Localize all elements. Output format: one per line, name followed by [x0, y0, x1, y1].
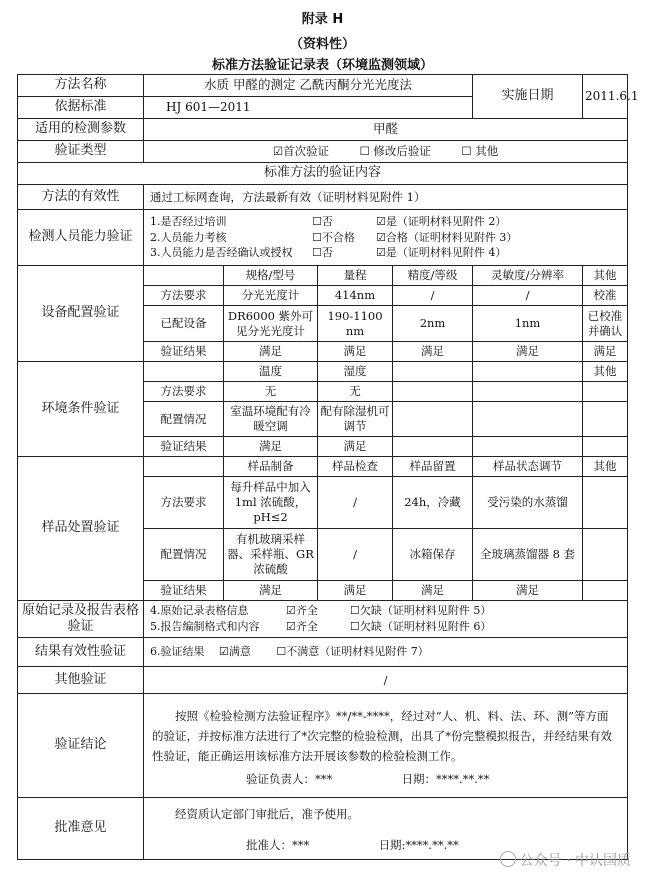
environment-header: 湿度	[318, 362, 393, 382]
records-items	[144, 601, 628, 638]
sample-cell: 每升样品中加入1ml 浓硫酸，pH≤2	[224, 477, 318, 529]
personnel-label: 检测人员能力验证	[18, 210, 144, 266]
equipment-cell: 2nm	[393, 306, 473, 342]
environment-header	[473, 362, 583, 382]
equipment-cell: DR6000 紫外可见分光光度计	[224, 306, 318, 342]
approval-signature	[144, 826, 627, 853]
sample-label: 样品处置验证	[18, 457, 144, 601]
impl-date-label: 实施日期	[473, 75, 583, 119]
environment-cell	[393, 402, 473, 437]
equipment-header: 量程	[318, 266, 393, 286]
records-bad-option[interactable]: ☐欠缺	[350, 620, 382, 633]
equipment-header: 规格/型号	[224, 266, 318, 286]
impl-date-value: 2011.6.1	[583, 75, 628, 119]
sample-header: 其他	[583, 457, 628, 477]
watermark: 公众号 · 中认国质	[500, 850, 631, 870]
param-value: 甲醛	[144, 119, 628, 141]
verification-record-table	[17, 74, 639, 860]
records-bad-option[interactable]: ☐欠缺	[350, 604, 382, 618]
result-bad-option[interactable]: ☐不满意	[276, 644, 320, 658]
basis-standard-value: HJ 601—2011	[144, 97, 473, 119]
personnel-no-option[interactable]: ☐否	[312, 214, 333, 228]
environment-cell: 配有除湿机可调节	[318, 402, 393, 437]
personnel-item: 2.人员能力考核 ☐不合格 ☑合格 （证明材料见附件 3）	[150, 230, 518, 244]
sample-cell: 满足	[318, 581, 393, 601]
equipment-cell: /	[473, 286, 583, 306]
wechat-icon	[500, 851, 516, 867]
environment-req-label: 方法要求	[144, 382, 224, 402]
records-ok-option[interactable]: ☑齐全	[286, 620, 318, 633]
equipment-cell: 1nm	[473, 306, 583, 342]
equipment-cell: 190-1100 nm	[318, 306, 393, 342]
sample-cell: /	[318, 529, 393, 581]
equipment-req-label: 方法要求	[144, 286, 224, 306]
equipment-cell: 已校准并确认	[583, 306, 628, 342]
sample-cell: 受污染的水蒸馏	[473, 477, 583, 529]
personnel-yes-option[interactable]: ☑是	[376, 214, 397, 228]
environment-cell: 满足	[224, 437, 318, 457]
sample-header: 样品留置	[393, 457, 473, 477]
equipment-cell: 分光光度计	[224, 286, 318, 306]
records-item: 5.报告编制格式和内容 ☑齐全 ☐欠缺 （证明材料见附件 6）	[150, 620, 492, 633]
equipment-label: 设备配置验证	[18, 266, 144, 362]
method-name-value: 水质 甲醛的测定 乙酰丙酮分光光度法	[144, 75, 473, 97]
records-label: 原始记录及报告表格验证	[18, 601, 144, 638]
environment-cell	[583, 437, 628, 457]
equipment-header: 灵敏度/分辨率	[473, 266, 583, 286]
records-item: 4.原始记录表格信息 ☑齐全 ☐欠缺 （证明材料见附件 5）	[150, 604, 492, 618]
form-title: 标准方法验证记录表（环境监测领域）	[211, 58, 433, 73]
sample-cell	[583, 529, 628, 581]
personnel-items	[144, 210, 628, 266]
equipment-cell: 满足	[473, 342, 583, 362]
verify-type-label: 验证类型	[18, 141, 144, 163]
verify-type-option-modified[interactable]: ☐ 修改后验证	[359, 144, 431, 159]
conclusion-text: 按照《检验检测方法验证程序》**/**-****，经过对“人、机、料、法、环、测”等方面的验证，并按标准方法进行了*次完整的检验检测，出具了*份完整模拟报告，并经结果有效性验证，能正确运用该标准方法开展该参数的检验检测工作。	[152, 708, 612, 764]
environment-cell	[473, 437, 583, 457]
environment-header	[393, 362, 473, 382]
approval-text: 经资质认定部门审批后，准予使用。	[175, 806, 359, 821]
sample-header: 样品状态调节	[473, 457, 583, 477]
conclusion-label: 验证结论	[18, 694, 144, 798]
verify-type-option-other[interactable]: ☐ 其他	[461, 144, 499, 159]
environment-header: 温度	[224, 362, 318, 382]
conclusion-signature	[144, 768, 627, 787]
environment-header: 其他	[583, 362, 628, 382]
validity-text: 通过工标网查询，方法最新有效（证明材料见附件 1）	[144, 185, 628, 210]
sample-cell: 24h，冷藏	[393, 477, 473, 529]
sample-cell	[583, 581, 628, 601]
equipment-cell: /	[393, 286, 473, 306]
environment-cell	[393, 382, 473, 402]
environment-label: 环境条件验证	[18, 362, 144, 457]
records-ok-option[interactable]: ☑齐全	[286, 604, 318, 618]
method-name-label: 方法名称	[18, 75, 144, 97]
equipment-cell: 校准	[583, 286, 628, 306]
environment-res-label: 验证结果	[144, 437, 224, 457]
sample-cell: 满足	[473, 581, 583, 601]
equipment-cell: 满足	[583, 342, 628, 362]
other-value: /	[144, 667, 628, 694]
approval-person: 批准人：***	[246, 838, 310, 853]
environment-cell: 无	[318, 382, 393, 402]
conclusion-person: 验证负责人：***	[246, 772, 333, 787]
appendix-title: 附录 H	[301, 12, 344, 27]
environment-cell	[583, 382, 628, 402]
sample-cell: 满足	[393, 581, 473, 601]
result-validity-label: 结果有效性验证	[18, 638, 144, 667]
param-label: 适用的检测参数	[18, 119, 144, 141]
personnel-item: 3.人员能力是否经确认或授权 ☐否 ☑是 （证明材料见附件 4）	[150, 246, 507, 260]
equipment-cfg-label: 已配设备	[144, 306, 224, 342]
sample-cell: 全玻璃蒸馏器 8 套	[473, 529, 583, 581]
sample-req-label: 方法要求	[144, 477, 224, 529]
content-section-title: 标准方法的验证内容	[18, 163, 628, 185]
validity-label: 方法的有效性	[18, 185, 144, 210]
environment-cell: 无	[224, 382, 318, 402]
approval-label: 批准意见	[18, 798, 144, 860]
sample-corner	[144, 457, 224, 477]
appendix-nature: （资料性）	[289, 37, 355, 52]
sample-cell	[583, 477, 628, 529]
equipment-cell: 414nm	[318, 286, 393, 306]
conclusion-cell	[144, 694, 628, 798]
environment-cell	[393, 437, 473, 457]
personnel-no-option[interactable]: ☐不合格	[312, 230, 355, 244]
environment-cfg-label: 配置情况	[144, 402, 224, 437]
sample-cell: 有机玻璃采样器、采样瓶、GR 浓硫酸	[224, 529, 318, 581]
basis-standard-label: 依据标准	[18, 97, 144, 119]
sample-header: 样品制备	[224, 457, 318, 477]
environment-cell: 室温环境配有冷暖空调	[224, 402, 318, 437]
personnel-item: 1.是否经过培训 ☐否 ☑是 （证明材料见附件 2）	[150, 214, 507, 228]
sample-header: 样品检查	[318, 457, 393, 477]
equipment-cell: 满足	[224, 342, 318, 362]
equipment-cell: 满足	[318, 342, 393, 362]
environment-cell	[473, 402, 583, 437]
verify-type-option-first[interactable]: ☑首次验证	[272, 144, 330, 159]
sample-cell: 冰箱保存	[393, 529, 473, 581]
environment-cell: 满足	[318, 437, 393, 457]
result-ok-option[interactable]: ☑满意	[219, 644, 251, 658]
personnel-yes-option[interactable]: ☑是	[376, 246, 397, 260]
sample-cell: 满足	[224, 581, 318, 601]
personnel-no-option[interactable]: ☐否	[312, 246, 333, 260]
equipment-res-label: 验证结果	[144, 342, 224, 362]
sample-res-label: 验证结果	[144, 581, 224, 601]
environment-cell	[583, 402, 628, 437]
personnel-yes-option[interactable]: ☑合格	[376, 230, 408, 244]
conclusion-date: 日期：****.**.**	[401, 772, 490, 787]
equipment-cell: 满足	[393, 342, 473, 362]
other-label: 其他验证	[18, 667, 144, 694]
verify-type-options	[144, 141, 628, 163]
equipment-header: 精度/等级	[393, 266, 473, 286]
result-validity-row: 6.验证结果 ☑满意 ☐不满意（证明材料见附件 7）	[144, 638, 628, 667]
equipment-header: 其他	[583, 266, 628, 286]
environment-corner	[144, 362, 224, 382]
sample-cfg-label: 配置情况	[144, 529, 224, 581]
environment-cell	[473, 382, 583, 402]
sample-cell: /	[318, 477, 393, 529]
approval-date: 日期:****.**.**	[378, 838, 459, 853]
equipment-corner	[144, 266, 224, 286]
